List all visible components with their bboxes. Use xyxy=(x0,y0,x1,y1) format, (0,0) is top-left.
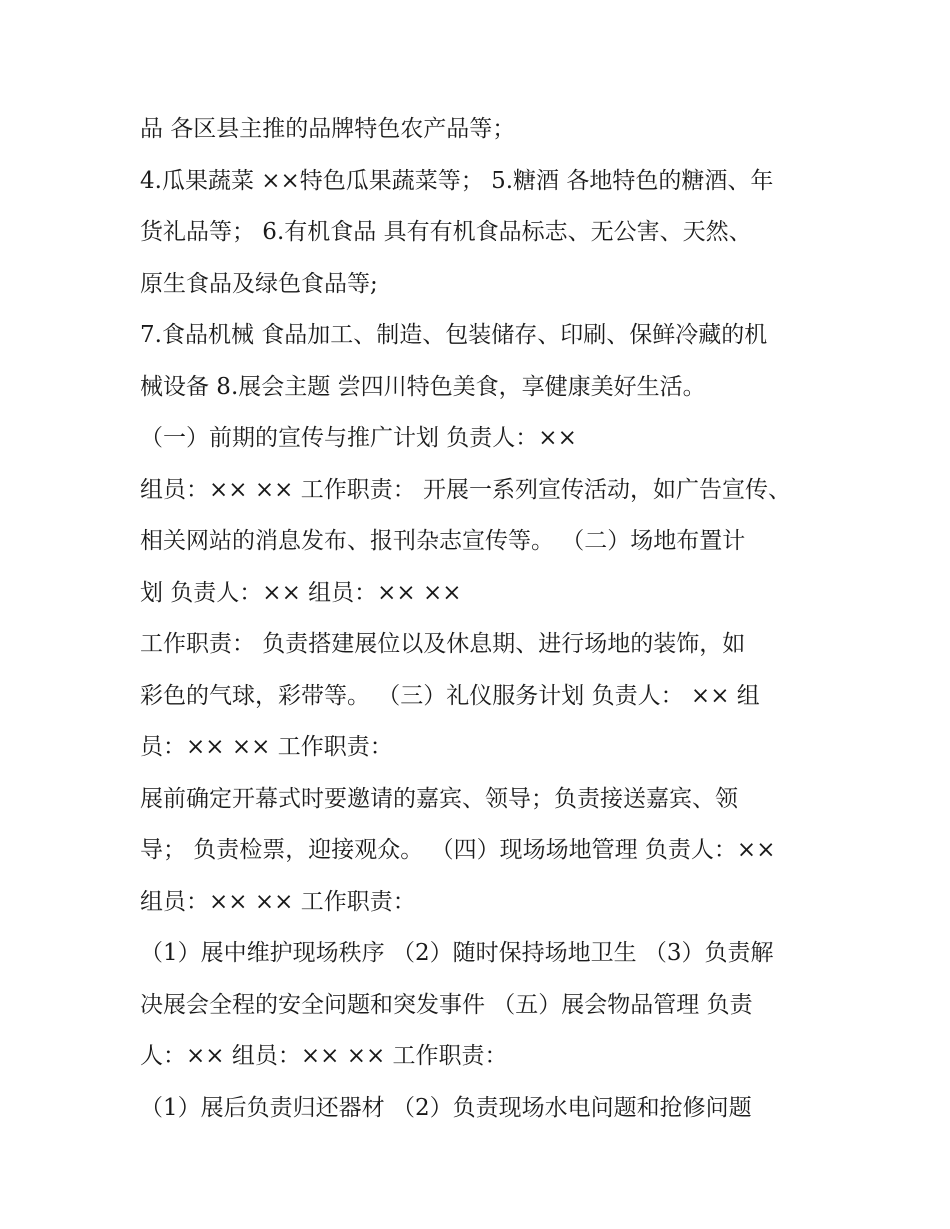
text-line: 货礼品等； 6.有机食品 具有有机食品标志、无公害、天然、 xyxy=(140,219,752,245)
text-line: 品 各区县主推的品牌特色农产品等； xyxy=(140,116,516,142)
text-line: 组员：×× ×× 工作职责： xyxy=(140,888,416,915)
text-line: 展前确定开幕式时要邀请的嘉宾、领导；负责接送嘉宾、领 xyxy=(140,785,738,812)
text-line: （一）前期的宣传与推广计划 负责人：×× xyxy=(140,425,577,451)
text-line: 原生食品及绿色食品等; xyxy=(140,270,378,297)
text-line: 人：×× 组员：×× ×× 工作职责： xyxy=(140,1043,508,1069)
text-line: 组员：×× ×× 工作职责： 开展一系列宣传活动，如广告宣传、 xyxy=(140,476,792,503)
text-line: 导； 负责检票，迎接观众。 （四）现场场地管理 负责人：×× xyxy=(140,837,776,863)
document-body xyxy=(140,104,840,1134)
text-line: 相关网站的消息发布、报刊杂志宣传等。 （二）场地布置计 xyxy=(140,528,746,554)
text-line: 彩色的气球，彩带等。 （三）礼仪服务计划 负责人： ×× 组 xyxy=(140,682,760,709)
text-line: 划 负责人：×× 组员：×× ×× xyxy=(140,579,462,606)
text-line: 决展会全程的安全问题和突发事件 （五）展会物品管理 负责 xyxy=(140,991,753,1018)
text-line: （1）展中维护现场秩序 （2）随时保持场地卫生 （3）负责解 xyxy=(140,940,774,966)
text-line: 员：×× ×× 工作职责： xyxy=(140,734,393,760)
text-line: 7.食品机械 食品加工、制造、包装储存、印刷、保鲜冷藏的机 xyxy=(140,322,768,348)
text-line: 工作职责： 负责搭建展位以及休息期、进行场地的装饰，如 xyxy=(140,631,746,657)
text-line: （1）展后负责归还器材 （2）负责现场水电问题和抢修问题 xyxy=(140,1094,752,1121)
text-line: 4.瓜果蔬菜 ××特色瓜果蔬菜等； 5.糖酒 各地特色的糖酒、年 xyxy=(140,167,774,194)
text-line: 械设备 8.展会主题 尝四川特色美食，享健康美好生活。 xyxy=(140,373,706,400)
